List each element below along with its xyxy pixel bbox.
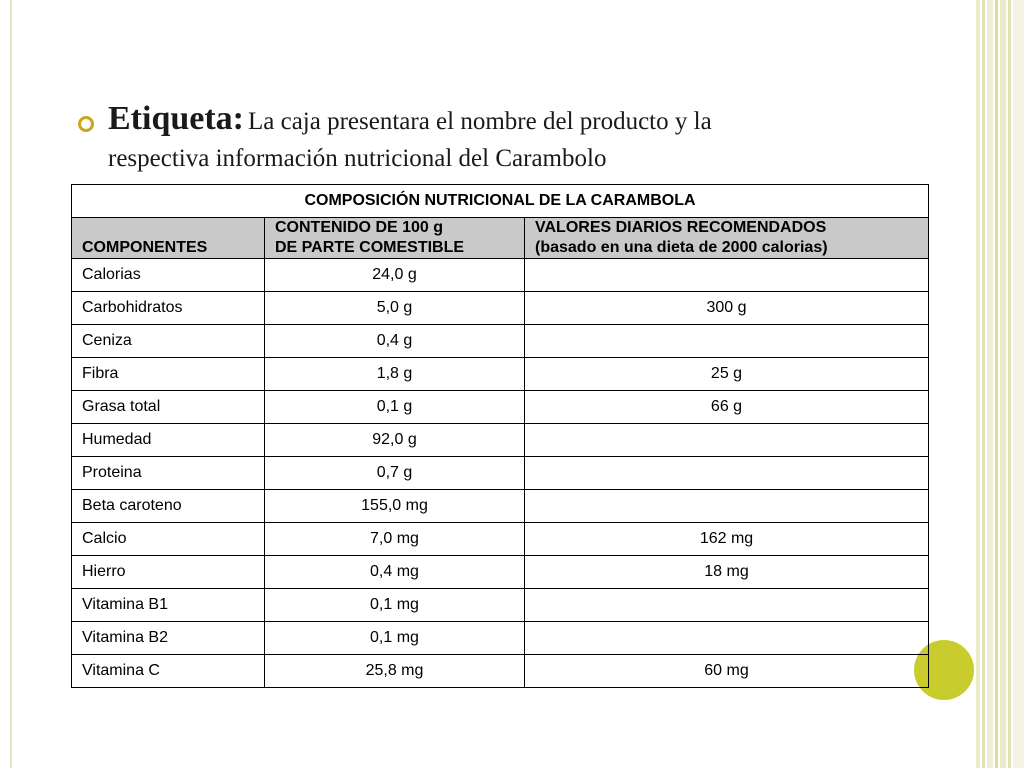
right-decorative-stripes xyxy=(976,0,1024,768)
cell-daily xyxy=(525,589,929,622)
table-row xyxy=(72,325,929,358)
cell-component: Vitamina B1 xyxy=(72,589,265,622)
header-content xyxy=(265,218,525,259)
table-row xyxy=(72,556,929,589)
heading-line-1 xyxy=(108,100,712,138)
header-daily-values xyxy=(525,218,929,259)
table-row xyxy=(72,391,929,424)
cell-daily xyxy=(525,622,929,655)
cell-daily xyxy=(525,424,929,457)
stripe xyxy=(1008,0,1011,768)
cell-content: 0,7 g xyxy=(265,457,525,490)
table-title: COMPOSICIÓN NUTRICIONAL DE LA CARAMBOLA xyxy=(72,185,929,218)
heading-term: Etiqueta: xyxy=(108,100,244,137)
cell-daily: 162 mg xyxy=(525,523,929,556)
table-row xyxy=(72,457,929,490)
cell-content: 24,0 g xyxy=(265,259,525,292)
table-row xyxy=(72,622,929,655)
header-content-line1: CONTENIDO DE 100 g xyxy=(275,219,444,236)
cell-content: 7,0 mg xyxy=(265,523,525,556)
cell-content: 0,4 g xyxy=(265,325,525,358)
cell-daily: 66 g xyxy=(525,391,929,424)
cell-daily: 300 g xyxy=(525,292,929,325)
cell-component: Ceniza xyxy=(72,325,265,358)
cell-daily xyxy=(525,325,929,358)
table-row xyxy=(72,292,929,325)
cell-component: Hierro xyxy=(72,556,265,589)
cell-component: Humedad xyxy=(72,424,265,457)
table-row xyxy=(72,358,929,391)
cell-content: 155,0 mg xyxy=(265,490,525,523)
cell-component: Calorias xyxy=(72,259,265,292)
cell-content: 1,8 g xyxy=(265,358,525,391)
cell-daily: 25 g xyxy=(525,358,929,391)
stripe xyxy=(1013,0,1024,768)
cell-component: Vitamina C xyxy=(72,655,265,688)
table-row xyxy=(72,523,929,556)
cell-component: Fibra xyxy=(72,358,265,391)
cell-daily xyxy=(525,490,929,523)
cell-daily: 60 mg xyxy=(525,655,929,688)
table-title-row xyxy=(72,185,929,218)
cell-component: Grasa total xyxy=(72,391,265,424)
heading-line-2: respectiva información nutricional del Carambolo xyxy=(108,145,607,172)
table-row xyxy=(72,589,929,622)
table-row xyxy=(72,424,929,457)
cell-content: 25,8 mg xyxy=(265,655,525,688)
table-row xyxy=(72,490,929,523)
left-decorative-line xyxy=(10,0,12,768)
table-header-row xyxy=(72,218,929,259)
cell-component: Proteina xyxy=(72,457,265,490)
cell-content: 0,4 mg xyxy=(265,556,525,589)
header-daily-line2: (basado en una dieta de 2000 calorias) xyxy=(535,239,828,256)
header-components: COMPONENTES xyxy=(72,218,265,259)
table-row xyxy=(72,259,929,292)
cell-daily: 18 mg xyxy=(525,556,929,589)
stripe xyxy=(987,0,993,768)
stripe xyxy=(976,0,980,768)
stripe xyxy=(1000,0,1006,768)
cell-content: 0,1 g xyxy=(265,391,525,424)
cell-daily xyxy=(525,457,929,490)
cell-component: Calcio xyxy=(72,523,265,556)
cell-component: Vitamina B2 xyxy=(72,622,265,655)
cell-content: 92,0 g xyxy=(265,424,525,457)
table-row xyxy=(72,655,929,688)
stripe xyxy=(995,0,998,768)
cell-content: 0,1 mg xyxy=(265,589,525,622)
stripe xyxy=(982,0,985,768)
cell-content: 5,0 g xyxy=(265,292,525,325)
nutrition-table xyxy=(71,184,929,688)
cell-component: Beta caroteno xyxy=(72,490,265,523)
header-content-line2: DE PARTE COMESTIBLE xyxy=(275,239,465,256)
cell-daily xyxy=(525,259,929,292)
cell-component: Carbohidratos xyxy=(72,292,265,325)
header-daily-line1: VALORES DIARIOS RECOMENDADOS xyxy=(535,219,827,236)
heading-description: La caja presentara el nombre del producto y la xyxy=(248,108,712,135)
cell-content: 0,1 mg xyxy=(265,622,525,655)
bullet-icon xyxy=(78,116,94,132)
